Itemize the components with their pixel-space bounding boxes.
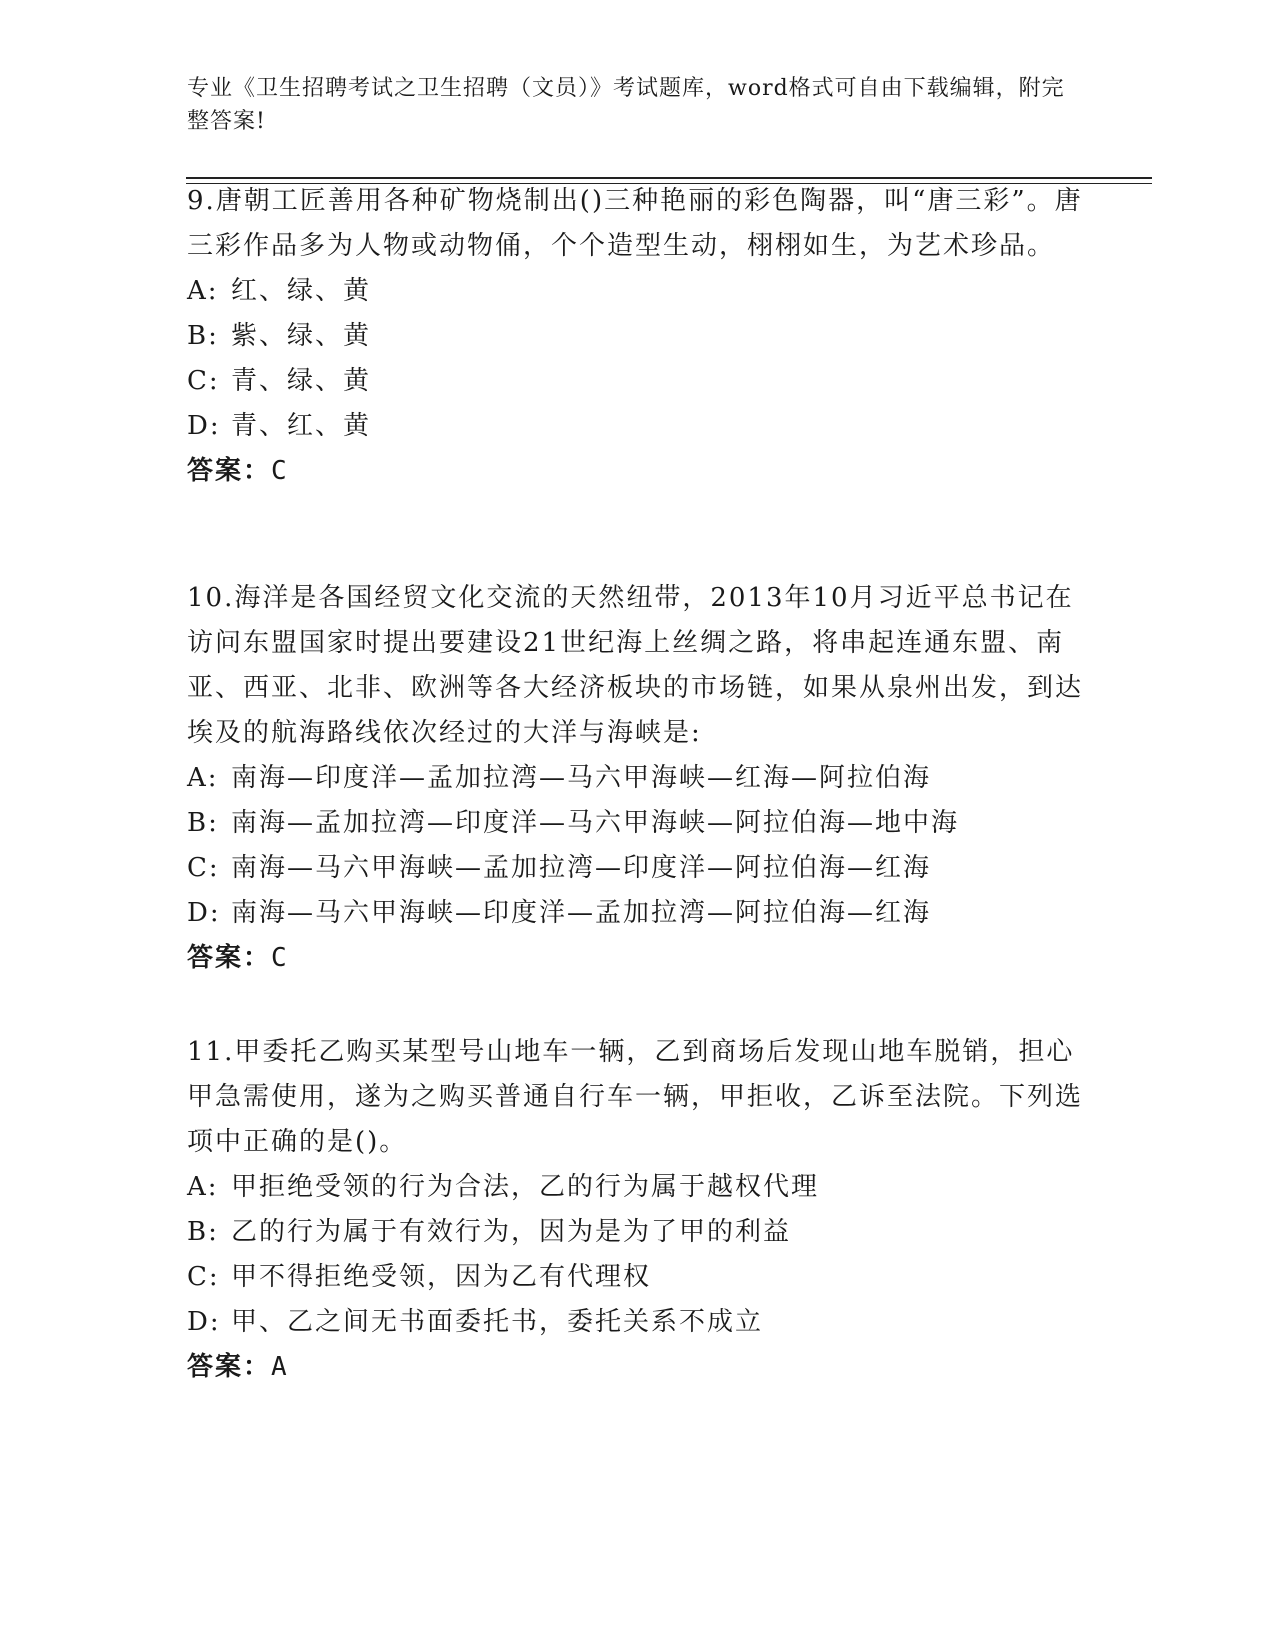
option-letter: A: (187, 763, 219, 793)
option-b (187, 801, 1087, 846)
answer-label: 答案： (187, 456, 272, 486)
option-text: 南海—马六甲海峡—印度洋—孟加拉湾—阿拉伯海—红海 (231, 898, 932, 928)
option-d (187, 891, 1087, 936)
option-text: 青、红、黄 (231, 411, 372, 441)
option-d (187, 1300, 1087, 1345)
answer-value: C (271, 456, 289, 486)
option-letter: B: (187, 1217, 219, 1247)
question-10 (187, 576, 1087, 981)
option-letter: D: (187, 898, 221, 928)
option-text: 红、绿、黄 (231, 276, 372, 306)
option-a (187, 1165, 1087, 1210)
option-c (187, 1255, 1087, 1300)
question-text: 11.甲委托乙购买某型号山地车一辆，乙到商场后发现山地车脱销，担心甲急需使用，遂为之购买普通自行车一辆，甲拒收，乙诉至法院。下列选项中正确的是()。 (187, 1037, 1084, 1157)
answer-line (187, 1345, 1087, 1390)
option-letter: B: (187, 321, 219, 351)
answer-label: 答案： (187, 1352, 272, 1382)
question-11 (187, 1030, 1087, 1390)
option-text: 紫、绿、黄 (231, 321, 372, 351)
option-letter: C: (187, 366, 220, 396)
option-text: 南海—印度洋—孟加拉湾—马六甲海峡—红海—阿拉伯海 (231, 763, 932, 793)
option-c (187, 359, 1087, 404)
option-text: 甲不得拒绝受领，因为乙有代理权 (231, 1262, 652, 1292)
option-b (187, 1210, 1087, 1255)
option-a (187, 756, 1087, 801)
option-text: 南海—马六甲海峡—孟加拉湾—印度洋—阿拉伯海—红海 (231, 853, 932, 883)
answer-value: A (271, 1352, 289, 1382)
option-letter: B: (187, 808, 219, 838)
answer-line (187, 449, 1087, 494)
option-c (187, 846, 1087, 891)
question-text: 10.海洋是各国经贸文化交流的天然纽带，2013年10月习近平总书记在访问东盟国家时提出要建设21世纪海上丝绸之路，将串起连通东盟、南亚、西亚、北非、欧洲等各大经济板块的市场链，如果从泉州出发，到达埃及的航海路线依次经过的大洋与海峡是: (187, 583, 1084, 748)
option-letter: A: (187, 1172, 219, 1202)
answer-value: C (271, 943, 289, 973)
option-text: 甲拒绝受领的行为合法，乙的行为属于越权代理 (231, 1172, 820, 1202)
document-header: 专业《卫生招聘考试之卫生招聘（文员）》考试题库，word格式可自由下载编辑，附完整答案! (187, 76, 1065, 134)
option-letter: D: (187, 411, 221, 441)
option-d (187, 404, 1087, 449)
option-b (187, 314, 1087, 359)
option-text: 甲、乙之间无书面委托书，委托关系不成立 (231, 1307, 764, 1337)
option-text: 青、绿、黄 (231, 366, 372, 396)
question-text: 9.唐朝工匠善用各种矿物烧制出()三种艳丽的彩色陶器，叫“唐三彩”。唐三彩作品多为人物或动物俑，个个造型生动，栩栩如生，为艺术珍品。 (187, 186, 1083, 261)
option-letter: D: (187, 1307, 221, 1337)
option-letter: C: (187, 853, 220, 883)
question-9 (187, 179, 1087, 494)
option-letter: A: (187, 276, 219, 306)
option-text: 南海—孟加拉湾—印度洋—马六甲海峡—阿拉伯海—地中海 (231, 808, 960, 838)
option-a (187, 269, 1087, 314)
option-text: 乙的行为属于有效行为，因为是为了甲的利益 (231, 1217, 792, 1247)
option-letter: C: (187, 1262, 220, 1292)
answer-line (187, 936, 1087, 981)
answer-label: 答案： (187, 943, 272, 973)
